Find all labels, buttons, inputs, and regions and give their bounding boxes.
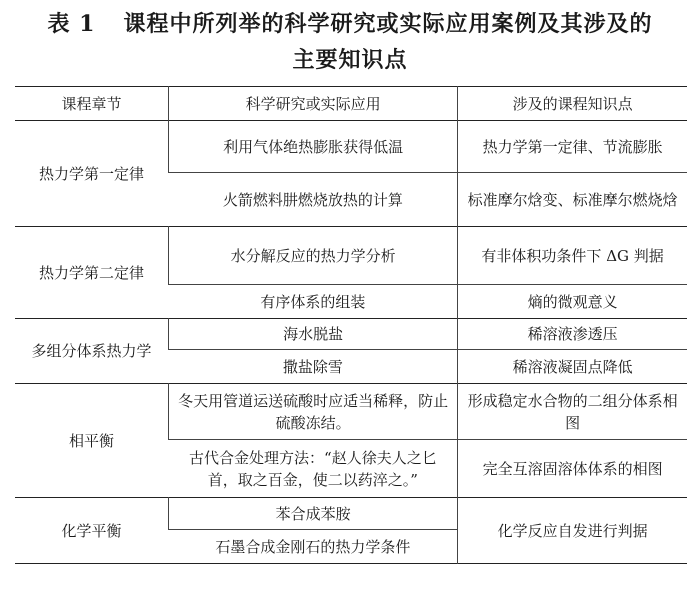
- application-cell: 火箭燃料肼燃烧放热的计算: [222, 190, 403, 209]
- application-cell: 古代合金处理方法：“赵人徐夫人之匕首，取之百金，使二以药淬之。”: [189, 448, 437, 489]
- header-knowledge: 涉及的课程知识点: [458, 87, 687, 121]
- table-row: [15, 319, 687, 350]
- header-chapter: 课程章节: [61, 94, 122, 113]
- application-cell: 水分解反应的热力学分析: [169, 227, 458, 285]
- knowledge-cell: 熵的微观意义: [458, 285, 687, 319]
- knowledge-table: [15, 86, 687, 564]
- table-header-row: [15, 87, 687, 121]
- knowledge-cell: 热力学第一定律、节流膨胀: [458, 121, 687, 173]
- chapter-cell: 化学平衡: [61, 521, 122, 540]
- table-row: [15, 227, 687, 285]
- application-cell: 海水脱盐: [169, 319, 458, 350]
- knowledge-cell: 完全互溶固溶体体系的相图: [458, 440, 687, 498]
- knowledge-cell: 稀溶液凝固点降低: [458, 350, 687, 384]
- application-cell: 利用气体绝热膨胀获得低温: [169, 121, 458, 173]
- caption-title: 课程中所列举的科学研究或实际应用案例及其涉及的: [123, 11, 653, 37]
- chapter-cell: 热力学第二定律: [39, 263, 145, 282]
- knowledge-cell: 化学反应自发进行判据: [458, 498, 687, 564]
- table-row: [15, 384, 687, 440]
- table-number: 表 1: [47, 11, 96, 37]
- application-cell: 撒盐除雪: [282, 357, 343, 376]
- chapter-cell: 相平衡: [69, 431, 115, 450]
- caption-line2: 主要知识点: [292, 47, 408, 73]
- application-cell: 冬天用管道运送硫酸时应适当稀释，防止硫酸冻结。: [169, 384, 458, 440]
- application-cell: 有序体系的组装: [260, 292, 366, 311]
- knowledge-cell: 稀溶液渗透压: [458, 319, 687, 350]
- table-row: [15, 498, 687, 530]
- table-caption: [0, 0, 700, 78]
- knowledge-cell: 形成稳定水合物的二组分体系相图: [458, 384, 687, 440]
- knowledge-cell: 有非体积功条件下 ΔG 判据: [458, 227, 687, 285]
- caption-line1: [0, 6, 700, 42]
- chapter-cell: 热力学第一定律: [39, 164, 145, 183]
- header-application: 科学研究或实际应用: [169, 87, 458, 121]
- application-cell: 苯合成苯胺: [169, 498, 458, 530]
- table-row: [15, 121, 687, 173]
- chapter-cell: 多组分体系热力学: [31, 342, 152, 360]
- application-cell: 石墨合成金刚石的热力学条件: [215, 537, 411, 556]
- knowledge-cell: 标准摩尔焓变、标准摩尔燃烧焓: [458, 173, 687, 227]
